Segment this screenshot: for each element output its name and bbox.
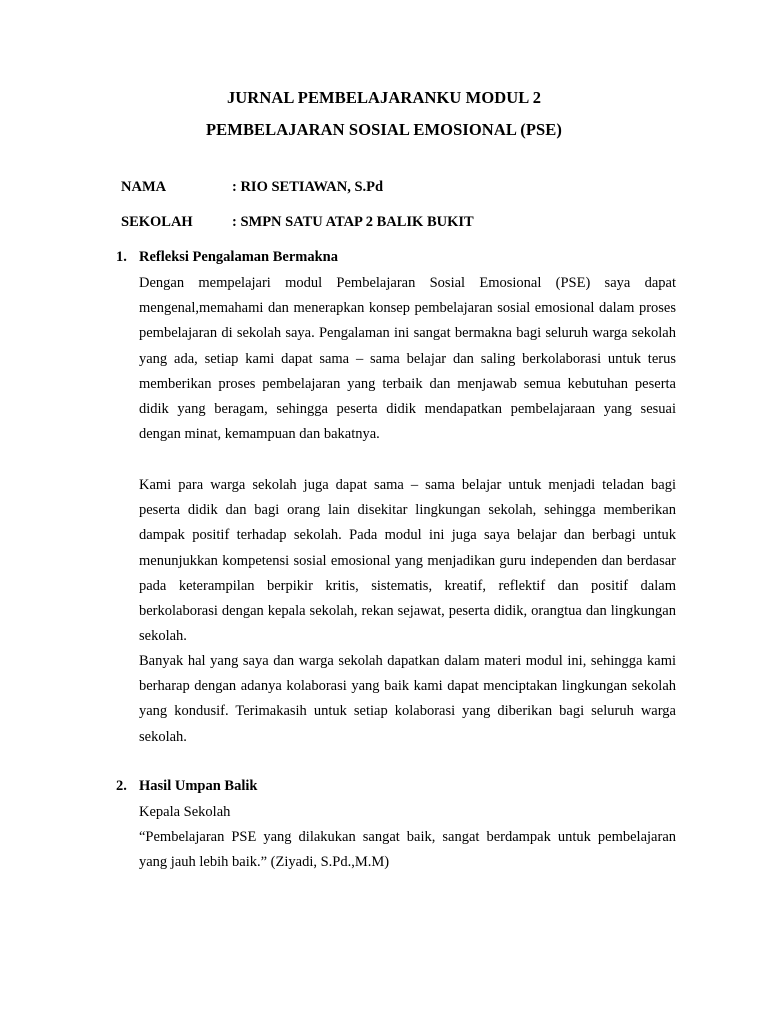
section-1-heading	[116, 249, 338, 266]
section-title: Hasil Umpan Balik	[139, 778, 258, 794]
document-title-line-1: JURNAL PEMBELAJARANKU MODUL 2	[226, 88, 542, 107]
section-2-heading	[116, 778, 257, 795]
section-number: 2.	[116, 778, 127, 794]
name-value: : RIO SETIAWAN, S.Pd	[232, 179, 384, 195]
feedback-source: Kepala Sekolah	[139, 804, 231, 820]
feedback-quote: “Pembelajaran PSE yang dilakukan sangat baik, sangat berdampak untuk pembelajaran yang jauh lebih baik.” (Ziyadi, S.Pd.,M.M)	[139, 829, 676, 871]
name-label: NAMA	[121, 179, 167, 195]
school-value: : SMPN SATU ATAP 2 BALIK BUKIT	[232, 214, 474, 230]
paragraph: Dengan mempelajari modul Pembelajaran Sosial Emosional (PSE) saya dapat mengenal,memahami dan menerapkan konsep pembelajaran sosial emosional dalam proses pembelajaran di sekolah saya. Pengalaman ini sangat bermakna bagi seluruh warga sekolah yang ada, setiap kami dapat sama – sama belajar dan saling berkolaborasi untuk terus memberikan proses pembelajaran yang terbaik dan menjawab semua kebutuhan peserta didik yang beragam, sehingga peserta didik mendapatkan pembelajaraan yang sesuai dengan minat, kemampuan dan bakatnya.	[139, 275, 676, 443]
paragraph: Banyak hal yang saya dan warga sekolah dapatkan dalam materi modul ini, sehingga kami berharap dengan adanya kolaborasi yang baik kami dapat menciptakan lingkungan sekolah yang kondusif. Terimakasih untuk setiap kolaborasi yang diberikan bagi seluruh warga sekolah.	[139, 653, 676, 745]
paragraph: Kami para warga sekolah juga dapat sama – sama belajar untuk menjadi teladan bagi peserta didik dan bagi orang lain disekitar lingkungan sekolah, sehingga memberikan dampak positif terhadap sekolah. Pada modul ini juga saya belajar dan berbagi untuk menunjukkan kompetensi sosial emosional yang menjadikan guru independen dan berdasar pada keterampilan berpikir kritis, sistematis, kreatif, reflektif dan positif dalam berkolaborasi dengan kepala sekolah, rekan sejawat, peserta didik, orangtua dan lingkungan sekolah.	[139, 477, 676, 645]
document-title-line-2: PEMBELAJARAN SOSIAL EMOSIONAL (PSE)	[205, 120, 563, 139]
section-title: Refleksi Pengalaman Bermakna	[139, 249, 338, 265]
section-number: 1.	[116, 249, 127, 265]
school-label: SEKOLAH	[121, 214, 193, 230]
